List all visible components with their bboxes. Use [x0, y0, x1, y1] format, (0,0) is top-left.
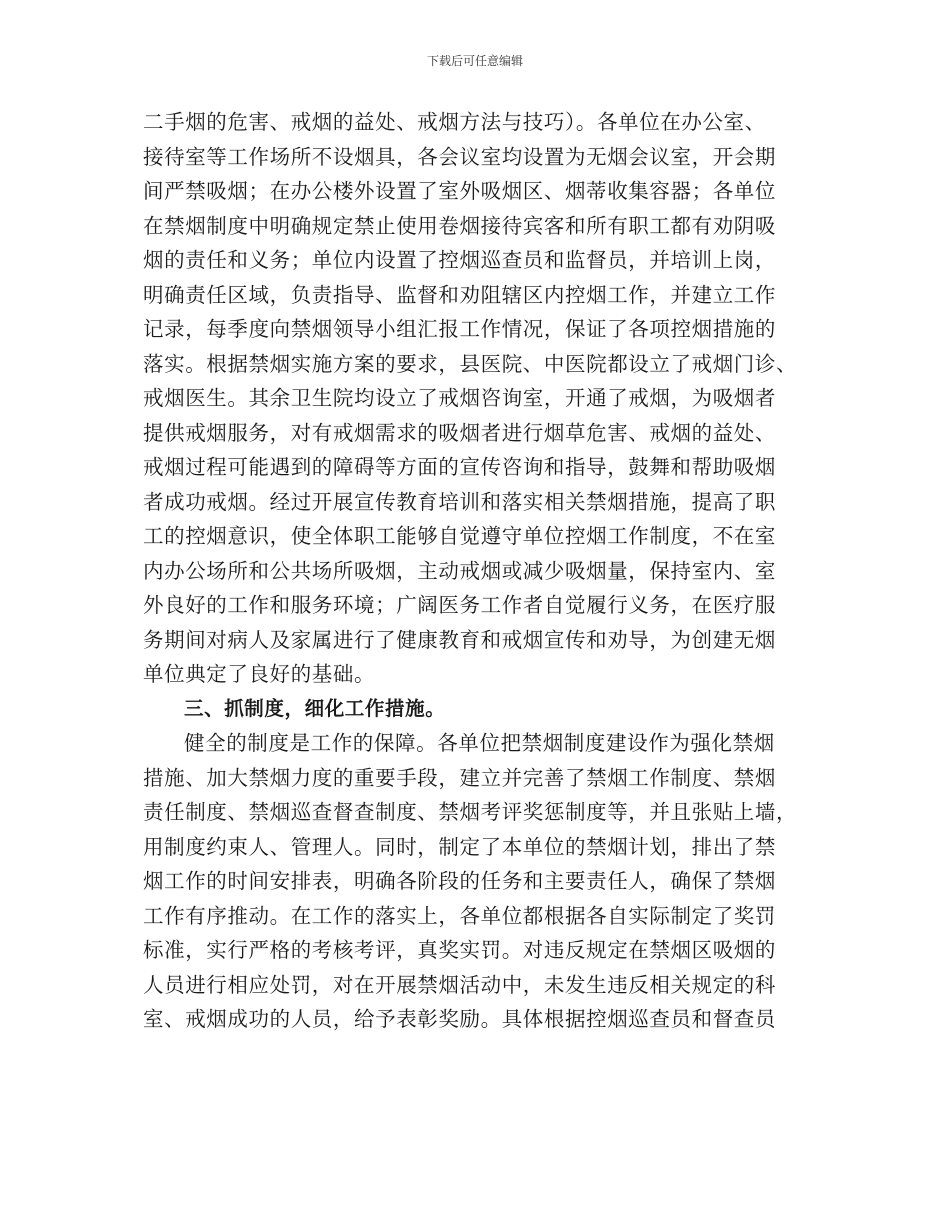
text-line: 内办公场所和公共场所吸烟，主动戒烟或减少吸烟量，保持室内、室 [143, 558, 776, 583]
text-line: 健全的制度是工作的保障。各单位把禁烟制度建设作为强化禁烟 [184, 731, 775, 755]
text-line: 明确责任区域，负责指导、监督和劝阻辖区内控烟工作，并建立工作 [143, 282, 776, 307]
text-line: 标准，实行严格的考核考评，真奖实罚。对违反规定在禁烟区吸烟的 [143, 938, 776, 962]
text-line: 间严禁吸烟；在办公楼外设置了室外吸烟区、烟蒂收集容器；各单位 [143, 179, 776, 203]
document-body [143, 105, 809, 1037]
text-line: 外良好的工作和服务环境；广阔医务工作者自觉履行义务，在医疗服 [143, 593, 776, 617]
text-line: 戒烟医生。其余卫生院均设立了戒烟咨询室，开通了戒烟，为吸烟者 [143, 386, 776, 410]
text-line: 单位典定了良好的基础。 [143, 662, 376, 686]
text-line: 落实。根据禁烟实施方案的要求，县医院、中医院都设立了戒烟门诊、 [143, 351, 798, 376]
text-line: 责任制度、禁烟巡查督查制度、禁烟考评奖惩制度等，并且张贴上墙， [143, 800, 798, 824]
text-line: 二手烟的危害、戒烟的益处、戒烟方法与技巧）。各单位在办公室、 [143, 110, 766, 134]
text-line: 戒烟过程可能遇到的障碍等方面的宣传咨询和指导，鼓舞和帮助吸烟 [143, 455, 776, 479]
text-line: 工作有序推动。在工作的落实上，各单位都根据各自实际制定了奖罚 [143, 903, 776, 928]
text-line: 烟工作的时间安排表，明确各阶段的任务和主要责任人，确保了禁烟 [143, 869, 776, 893]
text-line: 务期间对病人及家属进行了健康教育和戒烟宣传和劝导，为创建无烟 [143, 627, 776, 652]
text-line: 者成功戒烟。经过开展宣传教育培训和落实相关禁烟措施，提高了职 [143, 489, 776, 514]
text-line: 工的控烟意识，使全体职工能够自觉遵守单位控烟工作制度，不在室 [143, 524, 776, 548]
text-line: 措施、加大禁烟力度的重要手段，建立并完善了禁烟工作制度、禁烟 [143, 765, 776, 790]
section-heading: 三、抓制度，细化工作措施。 [184, 696, 446, 720]
text-line: 提供戒烟服务，对有戒烟需求的吸烟者进行烟草危害、戒烟的益处、 [143, 420, 776, 445]
page-header: 下载后可任意编辑 [426, 54, 523, 68]
text-line: 在禁烟制度中明确规定禁止使用卷烟接待宾客和所有职工都有劝阴吸 [143, 213, 776, 238]
text-line: 记录，每季度向禁烟领导小组汇报工作情况，保证了各项控烟措施的 [143, 317, 776, 341]
text-line: 人员进行相应处罚，对在开展禁烟活动中，未发生违反相关规定的科 [143, 972, 776, 997]
text-line: 用制度约束人、管理人。同时，制定了本单位的禁烟计划，排出了禁 [143, 834, 776, 859]
text-line: 烟的责任和义务；单位内设置了控烟巡查员和监督员，并培训上岗， [143, 248, 776, 272]
text-line: 室、戒烟成功的人员，给予表彰奖励。具体根据控烟巡查员和督查员 [143, 1007, 776, 1031]
text-line: 接待室等工作场所不设烟具，各会议室均设置为无烟会议室，开会期 [143, 144, 776, 169]
